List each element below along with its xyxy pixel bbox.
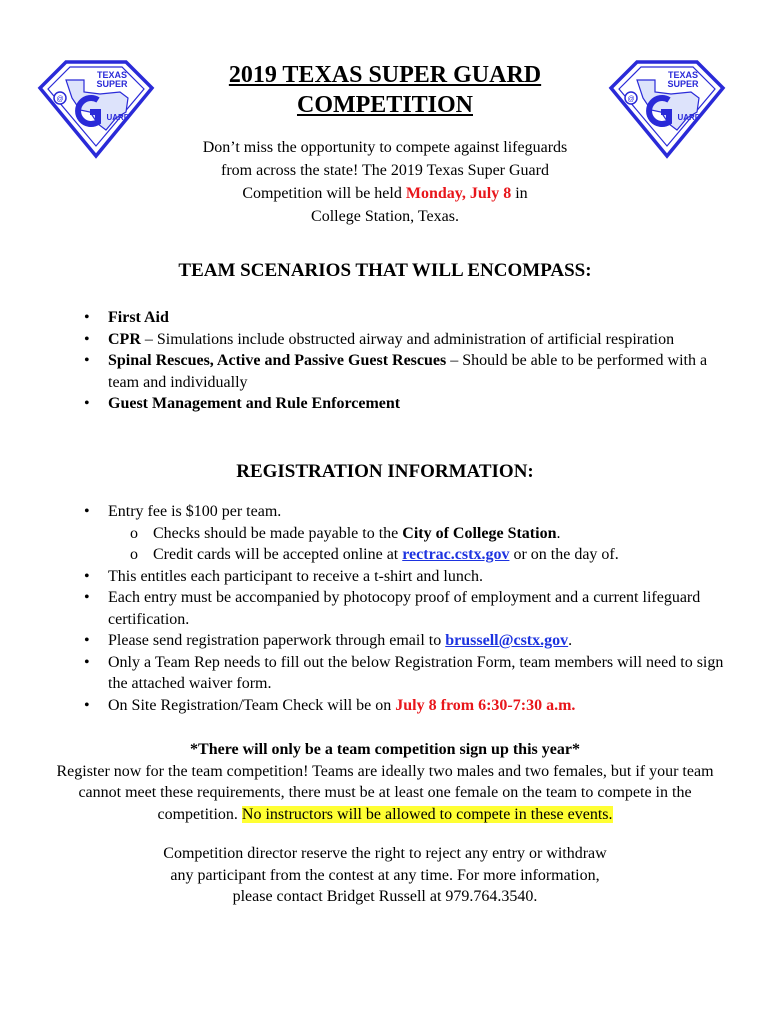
onsite-time: July 8 from 6:30-7:30 a.m. bbox=[395, 696, 576, 714]
scenarios-heading: TEAM SCENARIOS THAT WILL ENCOMPASS: bbox=[178, 260, 592, 281]
intro-line-3-text: Competition will be held bbox=[242, 185, 406, 202]
logo-text-super: SUPER bbox=[667, 79, 699, 89]
instructor-warning: No instructors will be allowed to compete in these events. bbox=[241, 805, 613, 823]
scenario-title: Spinal Rescues, Active and Passive Guest Rescues bbox=[108, 352, 447, 369]
scenario-desc: – Simulations include obstructed airway and administration of artificial respiration bbox=[140, 330, 675, 348]
tshirt-text: This entitles each participant to receive a t-shirt and lunch. bbox=[108, 567, 483, 585]
title-line-2: COMPETITION bbox=[296, 92, 473, 118]
intro-line-1: Don’t miss the opportunity to compete against lifeguards bbox=[202, 139, 568, 156]
director-line-1: Competition director reserve the right to reject any entry or withdraw bbox=[163, 845, 607, 862]
registration-heading: REGISTRATION INFORMATION: bbox=[236, 461, 534, 482]
director-line-2: any participant from the contest at any time. For more information, bbox=[170, 866, 600, 884]
team-competition-note bbox=[40, 739, 730, 825]
list-item bbox=[84, 630, 724, 652]
registration-list bbox=[84, 501, 724, 716]
scenario-title: First Aid bbox=[108, 309, 169, 326]
rectrac-link[interactable]: rectrac.cstx.gov bbox=[402, 546, 510, 563]
svg-text:@: @ bbox=[627, 96, 635, 103]
email-text: Please send registration paperwork through email to bbox=[108, 632, 446, 649]
intro-line-3-suffix: in bbox=[511, 185, 528, 202]
payment-sublist bbox=[108, 523, 724, 566]
scenarios-list bbox=[84, 307, 724, 415]
scenario-title: CPR bbox=[108, 330, 141, 348]
logo-text-uard: UARD bbox=[106, 113, 130, 122]
intro-line-2: from across the state! The 2019 Texas Super Guard bbox=[221, 162, 549, 179]
scenario-desc: – Should be able to be performed with a team and individually bbox=[108, 352, 708, 391]
list-item bbox=[108, 523, 724, 545]
cards-text: Credit cards will be accepted online at bbox=[153, 546, 403, 563]
list-item bbox=[84, 695, 724, 717]
intro-paragraph bbox=[150, 136, 620, 228]
list-item bbox=[84, 329, 724, 351]
title-line-1: 2019 TEXAS SUPER GUARD bbox=[228, 62, 542, 88]
logo-text-texas: TEXAS bbox=[96, 70, 128, 80]
email-link[interactable]: brussell@cstx.gov bbox=[445, 632, 569, 649]
svg-text:@: @ bbox=[56, 96, 64, 103]
team-note-text: Register now for the team competition! Teams are ideally two males and two females, but if your team cannot meet these requirements, there must be at least one female on the team to compete in the competition. bbox=[56, 762, 714, 823]
logo-text-super: SUPER bbox=[96, 79, 128, 89]
cards-suffix: or on the day of. bbox=[509, 546, 619, 563]
list-item bbox=[108, 544, 724, 566]
checks-text: Checks should be made payable to the bbox=[153, 524, 403, 542]
email-suffix: . bbox=[568, 632, 573, 649]
logo-text-texas: TEXAS bbox=[667, 70, 699, 80]
payee-name: City of College Station bbox=[402, 524, 557, 542]
team-note-heading: *There will only be a team competition sign up this year* bbox=[190, 741, 580, 758]
entry-fee: Entry fee is $100 per team. bbox=[108, 503, 282, 520]
list-item bbox=[84, 393, 724, 415]
list-item bbox=[84, 501, 724, 566]
proof-text: Each entry must be accompanied by photocopy proof of employment and a current lifeguard certification. bbox=[108, 589, 701, 628]
list-item bbox=[84, 307, 724, 329]
logo-text-uard: UARD bbox=[677, 113, 701, 122]
competition-date: Monday, July 8 bbox=[405, 185, 512, 202]
page-title bbox=[0, 60, 770, 120]
list-item bbox=[84, 566, 724, 588]
director-note bbox=[110, 843, 660, 908]
intro-line-4: College Station, Texas. bbox=[311, 208, 459, 225]
team-rep-text: Only a Team Rep needs to fill out the below Registration Form, team members will need to sign the attached waiver form. bbox=[108, 653, 724, 692]
onsite-text: On Site Registration/Team Check will be on bbox=[108, 696, 396, 714]
intro-line-3 bbox=[150, 182, 620, 205]
list-item bbox=[84, 652, 724, 695]
checks-suffix: . bbox=[556, 524, 561, 542]
list-item bbox=[84, 587, 724, 630]
scenario-title: Guest Management and Rule Enforcement bbox=[108, 395, 401, 412]
list-item bbox=[84, 350, 724, 393]
director-line-3: please contact Bridget Russell at 979.764.3540. bbox=[232, 888, 538, 905]
